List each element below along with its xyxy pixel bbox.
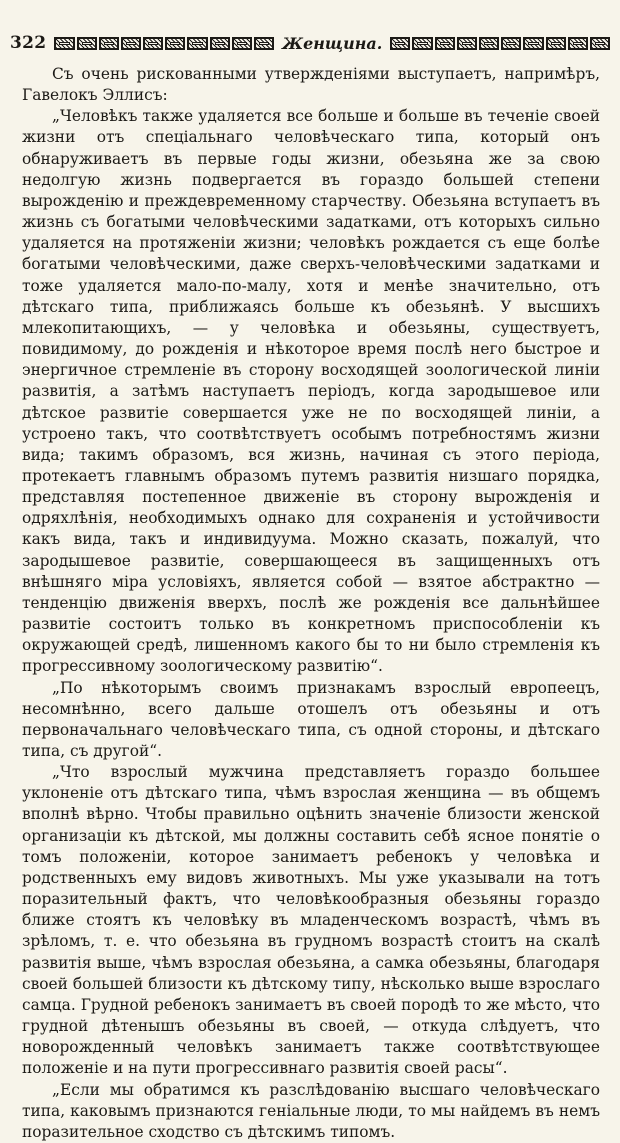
header-ornament-right (390, 36, 610, 51)
body-text (22, 64, 600, 1143)
paragraph-quote-2: „По нѣкоторымъ своимъ признакамъ взрослый европеецъ, несомнѣнно, всего дальше отошелъ отъ обезьяны и отъ первоначальнаго человѣческаго типа, съ одной стороны, и дѣтскаго типа, съ другой“. (22, 678, 600, 760)
paragraph-quote-1: „Человѣкъ также удаляется все больше и больше въ теченіе своей жизни отъ спеціальнаго человѣческаго типа, который онъ обнаруживаетъ въ первые годы жизни, обезьяна же за свою недолгую жизнь подвергается въ гораздо большей степени вырожденію и преждевременному старчеству. Обезьяна вступаетъ въ жизнь съ богатыми человѣческими задатками, отъ которыхъ сильно удаляется на протяженіи жизни; человѣкъ рождается съ еще болѣе богатыми человѣческими, даже сверхъ-человѣческими задатками и тоже удаляется мало-по-малу, хотя и менѣе значительно, отъ дѣтскаго типа, приближаясь больше къ обезьянѣ. У высшихъ млекопитающихъ, — у человѣка и обезьяны, существуетъ, повидимому, до рожденія и нѣкоторое время послѣ него быстрое и энергичное стремленіе въ сторону восходящей зоологической линіи развитія, а затѣмъ наступаетъ періодъ, когда зародышевое или дѣтское развитіе совершается уже не по восходящей линіи, а устроено такъ, что соотвѣтствуетъ особымъ потребностямъ жизни вида; такимъ образомъ, вся жизнь, начиная съ этого періода, протекаетъ главнымъ образомъ путемъ развитія низшаго порядка, представляя постепенное движеніе въ сторону вырожденія и одряхлѣнія, необходимыхъ однако для сохраненія и устойчивости какъ вида, такъ и индивидуума. Можно сказать, пожалуй, что зародышевое развитіе, совершающееся въ защищенныхъ отъ внѣшняго міра условіяхъ, является собой — взятое абстрактно — тенденцію движенія вверхъ, послѣ же рожденія все дальнѣйшее развитіе состоитъ только въ конкретномъ приспособленіи къ окружающей средѣ, лишенномъ какого бы то ни было стремленія къ прогрессивному зоологическому развитію“. (22, 107, 600, 676)
running-header (10, 32, 610, 54)
paragraph-intro: Съ очень рискованными утвержденіями выступаетъ, напримѣръ, Гавелокъ Эллисъ: (22, 65, 600, 105)
page-number: 322 (10, 33, 47, 53)
running-title: Женщина. (282, 33, 383, 53)
paragraph-quote-4: „Если мы обратимся къ разслѣдованію высшаго человѣческаго типа, каковымъ признаются геніальные люди, то мы найдемъ въ немъ поразительное сходство съ дѣтскимъ типомъ. (22, 1080, 600, 1141)
header-ornament-left (54, 36, 274, 51)
paragraph-quote-3: „Что взрослый мужчина представляетъ гораздо большее уклоненіе отъ дѣтскаго типа, чѣмъ взрослая женщина — въ общемъ вполнѣ вѣрно. Чтобы правильно оцѣнить значеніе близости женской организаціи къ дѣтской, мы должны составить себѣ ясное понятіе о томъ положеніи, которое занимаетъ ребенокъ у человѣка и родственныхъ ему видовъ животныхъ. Мы уже указывали на тотъ поразительный фактъ, что человѣкообразныя обезьяны гораздо ближе стоятъ къ человѣку въ младенческомъ возрастѣ, чѣмъ въ зрѣломъ, т. е. что обезьяна въ грудномъ возрастѣ стоитъ на скалѣ развитія выше, чѣмъ взрослая обезьяна, а самка обезьяны, благодаря своей большей близости къ дѣтскому типу, нѣсколько выше взрослаго самца. Грудной ребенокъ занимаетъ въ своей породѣ то же мѣсто, что грудной дѣтенышъ обезьяны въ своей, — откуда слѣдуетъ, что новорожденный человѣкъ занимаетъ также соотвѣтствующее положеніе и на пути прогрессивнаго развитія своей расы“. (22, 763, 600, 1078)
